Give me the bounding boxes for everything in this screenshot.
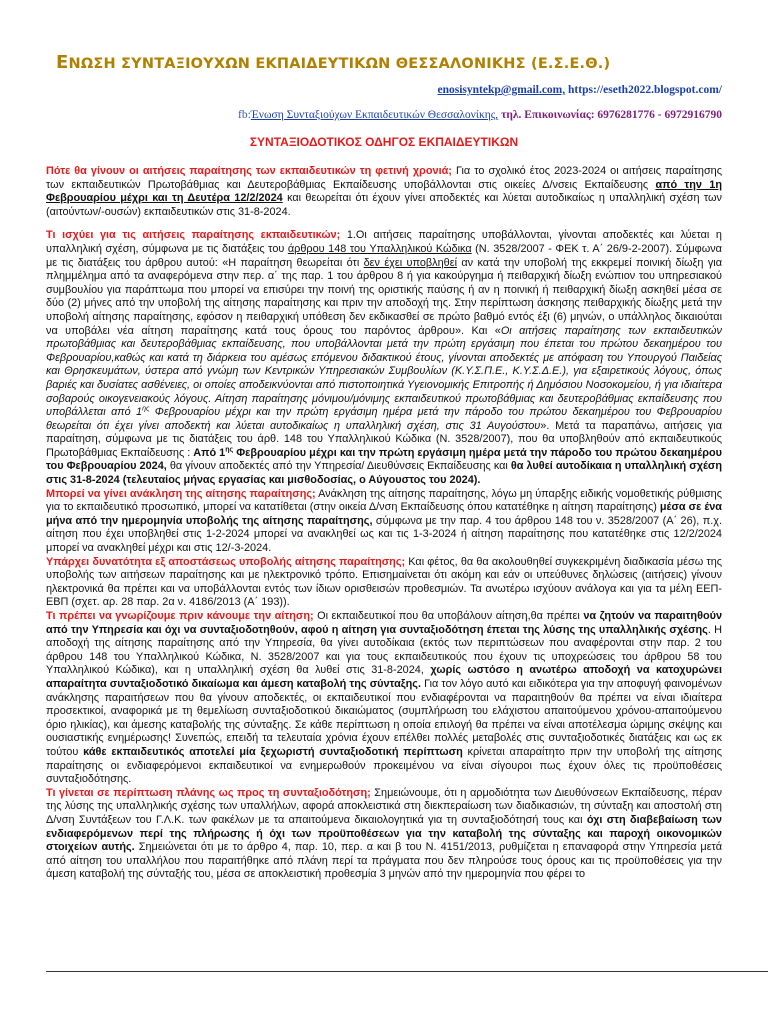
text: Και φέτος, θα θα ακολουθηθεί συγκεκριμένη διαδικασία μέσω της υποβολής των αιτήσεων παραίτησης και με ηλεκτρονικό τρόπο. Επισημαίνεται ότι ακόμη και εάν οι υπεύθυνες δηλώσεις (αιτήσεις) γίνουν ηλεκτρονικά θα πρέπει και να υποβάλλονται εντός των ίδιων ορισθεισών προθεσμιών. Τα ανωτέρω ισχύουν ανάλογα και για τα μέλη ΕΕΠ-ΕΒΠ (σχετ. αρ. 28 παρ. 2α ν. 4186/2013 (Α΄ 193)). (46, 555, 722, 609)
question-heading: Τι πρέπει να γνωρίζουμε πριν κάνουμε την αίτηση; (46, 610, 314, 622)
text: Για τον λόγο αυτό και ειδικότερα για την αποφυγή φαινομένων ανάκλησης παραιτήσεων που θα γίνουν αποδεκτές, οι εκπαιδευτικοί που ενδιαφέρονται να παραιτηθούν θα πρέπει να είναι ιδιαίτερα προσεκτικοί, αναφορικά με τη θεμελίωση συνταξιοδοτικού δικαιώματος (συμπλήρωση του ελάχιστου απαιτούμενου χρόνου-απαιτούμενου όριο ηλικίας), και άμεσης καταβολής της σύνταξης. Σε κάθε περίπτωση η οποία επιλογή θα πρέπει να είναι αποτέλεσμα ώριμης σκέψης και ουσιαστικής ενημέρωσης! Συνεπώς, επειδή τα τελευταία χρόνια έχουν επέλθει πολλές μεταβολές στις συνταξιοδοτικές διατάξεις και ως εκ τούτου (46, 677, 722, 758)
text: Σημειώνουμε, ότι η αρμοδιότητα των Διευθύνσεων Εκπαίδευσης, πέραν της λύσης της υπαλληλικής σχέσης των υπαλλήλων, αφορά αποκλειστικά στη διεκπεραίωση των διαδικασιών, τη σύνταξη και αποστολή στη Δ/νση Συντάξεων του Γ.Λ.Κ. των φακέλων με τα απαιτούμενα δικαιολογητικά για τη συνταξιοδότησή τους και (46, 786, 722, 826)
bold-text: χωρίς ωστόσο η ανωτέρω αποδοχή να κατοχυρώνει απαραίτητα συνταξιοδοτικό δικαίωμα και άμεση καταβολή της σύνταξης. (46, 664, 722, 690)
paragraph-resignation-rules (46, 229, 722, 487)
text: αν κατά την υποβολή της εκκρεμεί ποινική δίωξη για πλημμέλημα από τα αναφερόμενα στην περ. α΄ της παρ. 1 του άρθρου 8 ή για κακούργημα ή πειθαρχική δίωξη ενώπιον του υπηρεσιακού συμβουλίου για παράπτωμα που μπορεί να επισύρει την ποινή της οριστικής παύσης ή αν η ποινική ή πειθαρχική δίωξη ασκηθεί μέσα σε δύο (2) μήνες από την υποβολή της αίτησης παραίτησης και πριν την αποδοχή της. Στην περίπτωση άσκησης πειθαρχικής δίωξης μετά την υποβολή αίτησης παραίτησης, εφόσον η πειθαρχική υπόθεση δεν εκδικασθεί σε πρώτο βαθμό εντός έξι (6) μηνών, ο υπάλληλος δικαιούται να υποβάλει νέα αίτηση παραίτησης κατά τους όρους του παρόντος άρθρου». Και « (46, 256, 722, 337)
text: Σημειώνεται ότι με το άρθρο 4, παρ. 10, περ. α και β του Ν. 4151/2013, ρυθμίζεται η επαναφορά στην Υπηρεσία μετά από αίτηση του υπαλλήλου που παραιτήθηκε από πλάνη περί τα πράγματα που δεν πληρούσε τους όρους και τις προϋποθέσεις για την άμεση καταβολή της σύνταξής του, μέσα σε αποκλειστική προθεσμία 3 μηνών από την ημερομηνία που φέρει το (46, 841, 722, 881)
text: . Η αποδοχή της αίτησης παραίτησης από την Υπηρεσία, θα γίνει αυτοδίκαια (εκτός των περιπτώσεων που αναφέρονται στην παρ. 2 του άρθρου 148 του Υπαλληλικού Κώδικα, Ν. 3528/2007 και για τους εκπαιδευτικούς που έχουν τις υποχρεώσεις του άρθρου 58 του Υπαλληλικού Κώδικα), και η υπαλληλική σχέση θα λυθεί στις 31-8-2024, (46, 623, 722, 677)
paragraph-before-applying (46, 610, 722, 787)
bold-text: θα λυθεί αυτοδίκαια η υπαλληλική σχέση στις 31-8-2024 (τελευταίος μήνας εργασίας και μισθοδοσίας, ο Αύγουστος του 2024). (46, 460, 722, 487)
law-article-reference: άρθρου 148 του Υπαλληλικού Κώδικα (287, 242, 472, 255)
dates-highlight: από την 1η Φεβρουαρίου μέχρι και τη Δευτέρα 12/2/2024 (46, 178, 722, 205)
paragraph-resignation-dates (46, 165, 722, 219)
bold-text: μέσα σε ένα μήνα από την ημερομηνία υποβολής της αίτησης παραίτησης, (46, 501, 722, 527)
footer-divider (46, 971, 768, 972)
paragraph-revocation (46, 488, 722, 556)
superscript: ης (225, 446, 234, 454)
text: Οι εκπαιδευτικοί που θα υποβάλουν αίτηση,θα πρέπει (313, 610, 584, 622)
bold-text: όχι στη διαβεβαίωση των ενδιαφερόμενων περί της πλήρωσης ή όχι των προϋποθέσεων για την καταβολή της σύνταξης και παροχή οικονομικών στοιχείων αυτής. (46, 813, 722, 854)
contact-line (438, 84, 722, 96)
document-body (46, 165, 722, 882)
paragraph-remote-submission (46, 556, 722, 610)
organization-title-rest: ΝΩΣΗ ΣΥΝΤΑΞΙΟΥΧΩΝ ΕΚΠΑΙΔΕΥΤΙΚΩΝ ΘΕΣΣΑΛΟΝΙΚΗΣ (Ε.Σ.Ε.Θ.) (68, 56, 611, 72)
text: (Ν. 3528/2007 - ΦΕΚ τ. Α΄ 26/9-2-2007). Σύμφωνα με τις διατάξεις του άρθρου αυτού: «Η παραίτηση θεωρείται ότι (46, 242, 722, 269)
text: ». Μετά τα παραπάνω, αιτήσεις για παραίτηση, σύμφωνα με τις διατάξεις του άρθ. 148 του Υπαλληλικού Κώδικα (Ν. 3528/2007), που θα υποβληθούν από εκπαιδευτικούς Πρωτοβάθμιας Εκπαίδευσης : (46, 419, 722, 459)
text: 1.Οι αιτήσεις παραίτησης υποβάλλονται, γίνονται αποδεκτές και λύεται η υπαλληλική σχέση, σύμφωνα με τις διατάξεις του (46, 229, 722, 255)
quoted-text: Οι αιτήσεις παραίτησης των εκπαιδευτικών πρωτοβάθμιας και δευτεροβάθμιας εκπαίδευσης, που υποβάλλονται μετά την πρώτη εργάσιμη που έπεται του πρώτου δεκαημέρου του Φεβρουαρίου,καθώς και κατά τη διάρκεια του αμέσως επόμενου διδακτικού έτους, γίνονται αποδεκτές με απόφαση του Υπουργού Παιδείας και Θρησκευμάτων, ύστερα από γνώμη των Κεντρικών Υπηρεσιακών Συμβουλίων (Κ.Υ.Σ.Π.Ε., Κ.Υ.Σ.Δ.Ε.), για εξαιρετικούς λόγους, όπως βαριές και δυσίατες ασθένειες, οι οποίες αποδεικνύονται από πιστοποιητικά Υγειονομικής Επιτροπής ή Δημόσιου Νοσοκομείου, ή για ιδιαίτερα σοβαρούς οικογενειακούς λόγους. Αίτηση παραίτησης μόνιμου/μόνιμης εκπαιδευτικού πρωτοβάθμιας και δευτεροβάθμιας εκπαίδευσης που υποβάλλεται από 1 (46, 324, 722, 419)
question-heading: Μπορεί να γίνει ανάκληση της αίτησης παραίτησης; (46, 487, 316, 500)
quoted-text: Φεβρουαρίου μέχρι και την πρώτη εργάσιμη ημέρα μετά την πάροδο του πρώτου δεκαημέρου του Φεβρουαρίου θεωρείται ότι έχει γίνει αποδεκτή και λύεται αυτοδικαίως η υπαλληλική σχέση, στις 31 Αυγούστου (46, 406, 722, 432)
text: θα γίνουν αποδεκτές από την Υπηρεσία/ Διευθύνσεις Εκπαίδευσης και (166, 460, 511, 473)
bold-text: κάθε εκπαιδευτικός αποτελεί μία ξεχωριστή συνταξιοδοτική περίπτωση (83, 745, 463, 758)
facebook-line (238, 109, 722, 121)
underlined-phrase: δεν έχει υποβληθεί (363, 256, 457, 269)
question-heading: Υπάρχει δυνατότητα εξ αποστάσεως υποβολής αίτησης παραίτησης; (46, 555, 406, 568)
text: Για το σχολικό έτος 2023-2024 οι αιτήσεις παραίτησης των εκπαιδευτικών Πρωτοβάθμιας και Δευτεροβάθμιας Εκπαίδευσης υποβάλλονται στις οικείες Δ/νσεις Εκπαίδευσης (46, 165, 722, 191)
text: σύμφωνα με την παρ. 4 του άρθρου 148 του ν. 3528/2007 (Α΄ 26), π.χ. αίτηση που έχει υποβληθεί στις 1-2-2024 μπορεί να ανακληθεί ως και τις 1-3-2024 ή αίτηση παραίτησης που κατατέθηκε στις 12/2/2024 μπορεί να ανακληθεί μέχρι και στις 12/-3-2024. (46, 514, 722, 555)
question-heading: Πότε θα γίνουν οι αιτήσεις παραίτησης των εκπαιδευτικών τη φετινή χρονιά; (46, 165, 452, 177)
text: και θεωρείται ότι έχουν γίνει αποδεκτές και λύεται αυτοδικαίως η υπαλληλική σχέση των (αιτούντων/-ουσών) εκπαιδευτικών στις 31-8-2024. (46, 192, 722, 218)
bold-text: να ζητούν να παραιτηθούν από την Υπηρεσία και όχι να συνταξιοδοτηθούν, αφού η αίτηση για συνταξιοδότηση έπεται της λύσης της υπαλληλικής σχέσης (46, 610, 723, 636)
bold-text: Από 1 (193, 446, 226, 459)
organization-title-initial: Ε (56, 52, 69, 73)
paragraph-mistake (46, 787, 722, 882)
blog-link[interactable]: https://eseth2022.blogspot.com/ (565, 84, 722, 96)
document-title: ΣΥΝΤΑΞΙΟΔΟΤΙΚΟΣ ΟΔΗΓΟΣ ΕΚΠΑΙΔΕΥΤΙΚΩΝ (249, 135, 519, 149)
facebook-page-link[interactable]: Ένωση Συνταξιούχων Εκπαιδευτικών Θεσσαλονίκης, (250, 109, 499, 121)
organization-title (56, 52, 610, 73)
bold-text: Φεβρουαρίου μέχρι και την πρώτη εργάσιμη ημέρα μετά την πάροδο του πρώτου δεκαημέρου του Φεβρουαρίου 2024, (46, 446, 722, 473)
superscript: ης (142, 405, 150, 413)
question-heading: Τι ισχύει για τις αιτήσεις παραίτησης εκπαιδευτικών; (46, 229, 341, 242)
question-heading: Τι γίνεται σε περίπτωση πλάνης ως προς τη συνταξιοδότηση; (46, 786, 371, 799)
email-link[interactable]: enosisyntekp@gmail.com, (437, 84, 566, 96)
phone-numbers: τηλ. Επικοινωνίας: 6976281776 - 6972916790 (498, 109, 722, 121)
text: κρίνεται απαραίτητο πριν την υποβολή της αίτησης παραίτησης οι ενδιαφερόμενοι εκπαιδευτικοί να ενημερωθούν προκειμένου να είναι σίγουροι πως έχουν όλες τις προϋποθέσεις συνταξιοδότησης. (46, 745, 723, 786)
facebook-label: fb: (238, 109, 251, 121)
text: Ανάκληση της αίτησης παραίτησης, λόγω μη ύπαρξης ειδικής νομοθετικής ρύθμισης για το εκπαιδευτικό προσωπικό, μπορεί να κατατίθεται (στην οικεία Δ/νση Εκπαίδευσης όπου κατατέθηκε η αίτηση παραίτησης) (46, 487, 722, 514)
